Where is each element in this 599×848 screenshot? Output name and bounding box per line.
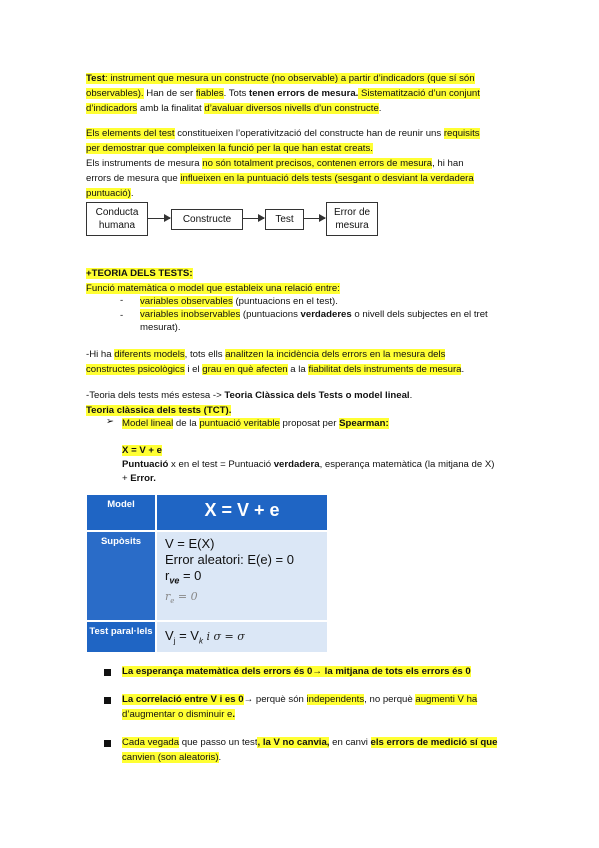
text: → (312, 666, 322, 677)
formula: X = V + e (122, 445, 163, 456)
bullet-item (122, 665, 471, 679)
flow-box-conducta (86, 202, 148, 236)
text: que passo un test (179, 737, 258, 748)
text: V (165, 628, 174, 643)
tct-formula-block (122, 444, 514, 486)
flow-arrow-2 (243, 218, 264, 219)
table-row-model (87, 495, 327, 530)
square-bullet-icon (104, 669, 111, 676)
flow-box-label: Constructe (182, 214, 232, 225)
text: = 0 (179, 568, 202, 583)
text: r (165, 589, 171, 603)
flow-arrow-1 (148, 218, 170, 219)
bullet-item (122, 692, 514, 722)
text: j (173, 636, 176, 646)
square-bullet-icon (104, 697, 111, 704)
row-label: Supòsits (87, 532, 155, 620)
text: i σ (202, 630, 221, 643)
text: a la (287, 364, 309, 375)
text: d’augmentar o disminuir e (122, 709, 233, 720)
dash-bullet: - (120, 310, 124, 321)
text: (puntuacions (240, 309, 301, 320)
text: canvien (son aleatoris) (122, 752, 219, 763)
dash-bullet: - (120, 295, 124, 306)
text: , hi han (432, 158, 464, 169)
text: la mitjana de tots els errors és 0 (321, 666, 471, 677)
text: Sistematització d’un conjunt (358, 88, 480, 99)
text: fiabilitat dels instruments de mesura (308, 364, 462, 375)
text: . (130, 188, 134, 199)
text: . (461, 364, 465, 375)
assumption-3 (165, 568, 327, 589)
row-label: Test paral·lels (87, 622, 155, 652)
tct-heading: Teoria clàssica dels tests (TCT). (86, 405, 232, 416)
text: variables inobservables (140, 309, 241, 320)
text: els errors de medició sí que (370, 737, 498, 748)
text: Cada vegada (122, 737, 180, 748)
text: verdaderes (300, 309, 352, 320)
text: , tots ells (184, 349, 226, 360)
text: independents (306, 694, 365, 705)
suposits-list (157, 532, 327, 620)
text: = 0 (174, 589, 198, 603)
text: . (409, 390, 413, 401)
tct-model-line (122, 416, 389, 431)
text: Han de ser (143, 88, 196, 99)
flow-box-test (265, 209, 304, 230)
list-item (140, 295, 514, 308)
table-row-suposits (87, 532, 327, 620)
text: , esperança matemàtica (la mitjana de X) (319, 459, 495, 470)
models-paragraph (86, 347, 514, 377)
text: k (198, 636, 203, 646)
text: : instrument que mesura un constructe (no observable) a partir d’indicadors (que sí són (105, 73, 475, 84)
text: d’avaluar diversos nivells d’un constructe (204, 103, 379, 114)
text: , la V no canvia, (257, 737, 330, 748)
text: no són totalment precisos, contenen errors de mesura (202, 158, 433, 169)
row-label: Model (87, 495, 155, 530)
flow-box-label: Conducta humana (95, 207, 139, 231)
teoria-heading: +TEORIA DELS TESTS: (86, 268, 193, 279)
text: per demostrar que compleixen la funció per la que han estat creats. (86, 143, 373, 154)
text: analitzen la incidència dels errors en la mesura dels (225, 349, 446, 360)
flow-box-error (326, 202, 378, 236)
measurement-flow-diagram (86, 202, 386, 236)
parallel-formula (157, 622, 327, 652)
flow-arrow-3 (304, 218, 325, 219)
text: Puntuació (122, 459, 169, 470)
term-test: Test (86, 73, 106, 84)
text: . Tots (223, 88, 250, 99)
text: x en el test = Puntuació (168, 459, 274, 470)
text: Els elements del test (86, 128, 175, 139)
text: puntuació) (86, 188, 131, 199)
text: tenen errors de mesura. (249, 88, 359, 99)
elements-paragraph (86, 126, 514, 201)
text: proposat per (279, 418, 340, 429)
text: Funció matemàtica o model que estableix una relació entre: (86, 283, 340, 294)
bullet-item (122, 735, 514, 765)
text: Spearman: (339, 418, 389, 429)
text: . (218, 752, 222, 763)
arrow-bullet-icon: ➢ (106, 416, 115, 427)
text: → (243, 694, 254, 705)
text: o nivell dels subjectes en el tret (351, 309, 488, 320)
text: variables observables (140, 296, 233, 307)
text: d’indicadors (86, 103, 138, 114)
text: Els instruments de mesura (86, 158, 203, 169)
text: ve (169, 575, 180, 586)
text: puntuació veritable (199, 418, 280, 429)
text: (puntuacions en el test). (232, 296, 338, 307)
text: + (122, 473, 131, 484)
square-bullet-icon (104, 740, 111, 747)
assumption-1: V = E(X) (165, 536, 215, 551)
text: observables). (86, 88, 144, 99)
text: = V (175, 628, 199, 643)
model-formula: X = V + e (157, 495, 327, 530)
text: augmenti V ha (415, 694, 478, 705)
text: i el (184, 364, 203, 375)
text: . (378, 103, 382, 114)
text: grau en què afecten (202, 364, 288, 375)
text: verdadera (273, 459, 320, 470)
text: La correlació entre V i es 0 (122, 694, 244, 705)
text: en canvi (329, 737, 371, 748)
text: -Hi ha (86, 349, 115, 360)
text: perquè són (253, 694, 307, 705)
list-item (140, 308, 514, 334)
assumption-4 (165, 589, 327, 609)
teoria-section (86, 266, 514, 296)
text: Model lineal (122, 418, 174, 429)
text: = σ (220, 630, 245, 643)
text: diferents models (114, 349, 185, 360)
flow-box-constructe (171, 209, 243, 230)
text: , no perquè (364, 694, 416, 705)
text: e (170, 596, 175, 605)
text: Teoria Clàssica dels Tests o model lineal (224, 390, 410, 401)
flow-box-label: Test (275, 214, 294, 225)
tct-section (86, 388, 514, 418)
text: errors de mesura que (86, 173, 181, 184)
flow-box-label: Error de mesura (333, 207, 371, 231)
text: fiables (195, 88, 224, 99)
text: mesurat). (140, 322, 181, 333)
table-row-parallel (87, 622, 327, 652)
text: r (165, 568, 170, 583)
text: de la (173, 418, 200, 429)
test-definition-paragraph (86, 71, 514, 116)
text: . (232, 709, 236, 720)
text: La esperança matemàtica dels errors és 0 (122, 666, 313, 677)
text: amb la finalitat (137, 103, 205, 114)
text: -Teoria dels tests més estesa -> (86, 390, 225, 401)
text: requisits (443, 128, 480, 139)
text: influeixen en la puntuació dels tests (sesgant o desviant la verdadera (180, 173, 474, 184)
assumption-2: Error aleatori: E(e) = 0 (165, 552, 294, 567)
text: constructes psicològics (86, 364, 185, 375)
text: Error. (130, 473, 156, 484)
text: constitueixen l’operativització del constructe han de reunir uns (174, 128, 444, 139)
